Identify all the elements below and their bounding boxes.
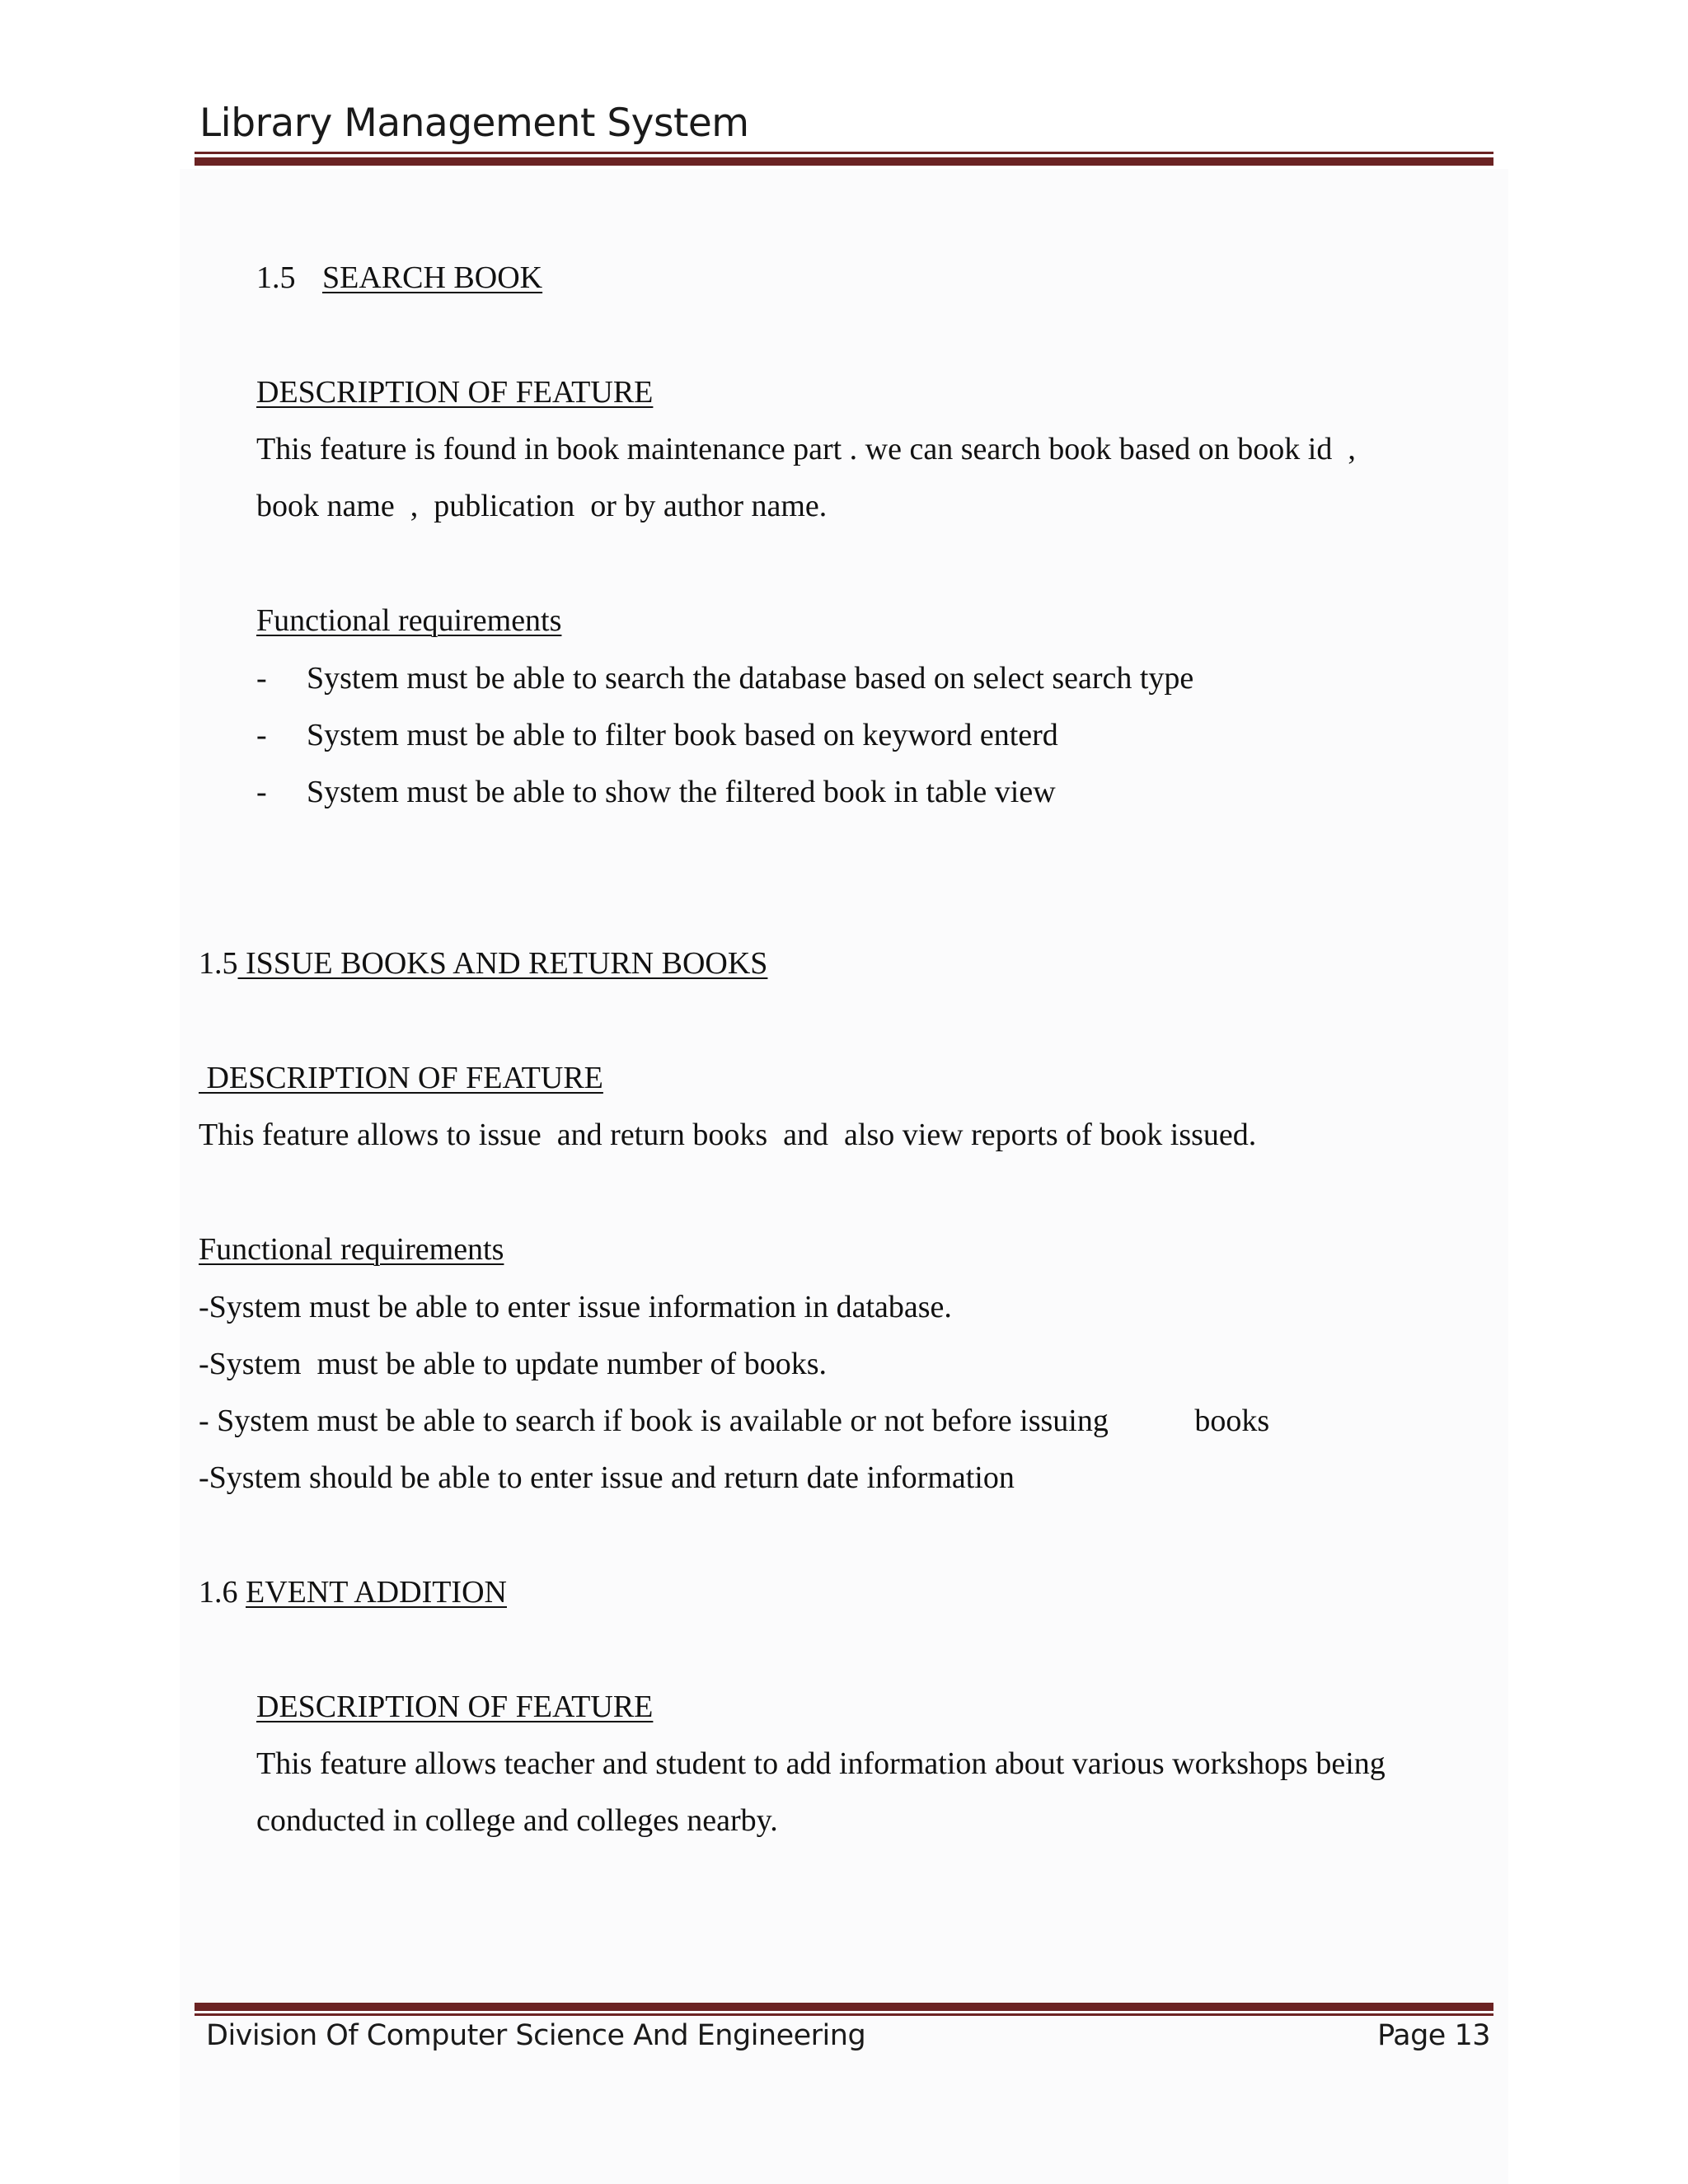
- section-search-description-line-2: book name , publication or by author name.: [256, 489, 828, 523]
- section-event-description-heading: DESCRIPTION OF FEATURE: [256, 1690, 654, 1724]
- requirement-item: System must be able to show the filtered book in table view: [307, 775, 1056, 809]
- section-search-requirements-heading: Functional requirements: [256, 603, 562, 638]
- footer-rule-thick: [195, 2003, 1493, 2011]
- page-content-area: [180, 169, 1508, 2184]
- section-event-number: 1.6: [199, 1575, 238, 1610]
- section-issue-title: ISSUE BOOKS AND RETURN BOOKS: [237, 946, 768, 981]
- footer-page-number: Page 13: [1377, 2019, 1490, 2052]
- requirement-bullet: -: [256, 718, 267, 752]
- header-rule-thin: [195, 152, 1493, 154]
- section-issue-heading: [199, 944, 767, 982]
- footer-rule-thin: [195, 2013, 1493, 2016]
- section-event-description-line-1: This feature allows teacher and student to add information about various workshops being: [256, 1746, 1386, 1781]
- header-rule-thick: [195, 157, 1493, 166]
- footer-division: Division Of Computer Science And Engineering: [206, 2019, 866, 2052]
- section-search-title: SEARCH BOOK: [322, 260, 543, 295]
- document-header-title: Library Management System: [199, 101, 749, 146]
- requirement-bullet: -: [256, 775, 267, 809]
- section-search-number: 1.5: [256, 260, 296, 295]
- requirement-bullet: -: [256, 661, 267, 696]
- section-search-description-line-1: This feature is found in book maintenance part . we can search book based on book id ,: [256, 432, 1356, 466]
- requirement-item: -System must be able to enter issue information in database.: [199, 1290, 952, 1324]
- section-event-title: EVENT ADDITION: [246, 1575, 507, 1610]
- section-search-description-heading: DESCRIPTION OF FEATURE: [256, 375, 654, 410]
- requirement-item: -System should be able to enter issue and return date information: [199, 1460, 1015, 1495]
- section-event-heading: [199, 1573, 507, 1611]
- section-issue-description-line-1: This feature allows to issue and return books and also view reports of book issued.: [199, 1118, 1257, 1152]
- section-issue-requirements-heading: Functional requirements: [199, 1232, 504, 1267]
- section-issue-number: 1.5: [199, 946, 238, 981]
- requirement-item: -System must be able to update number of books.: [199, 1347, 827, 1381]
- section-issue-description-heading: DESCRIPTION OF FEATURE: [199, 1061, 603, 1095]
- section-event-description-line-2: conducted in college and colleges nearby.: [256, 1803, 778, 1838]
- requirement-item: System must be able to filter book based on keyword enterd: [307, 718, 1058, 752]
- requirement-item: System must be able to search the database based on select search type: [307, 661, 1194, 696]
- requirement-item: - System must be able to search if book is available or not before issuing books: [199, 1404, 1270, 1438]
